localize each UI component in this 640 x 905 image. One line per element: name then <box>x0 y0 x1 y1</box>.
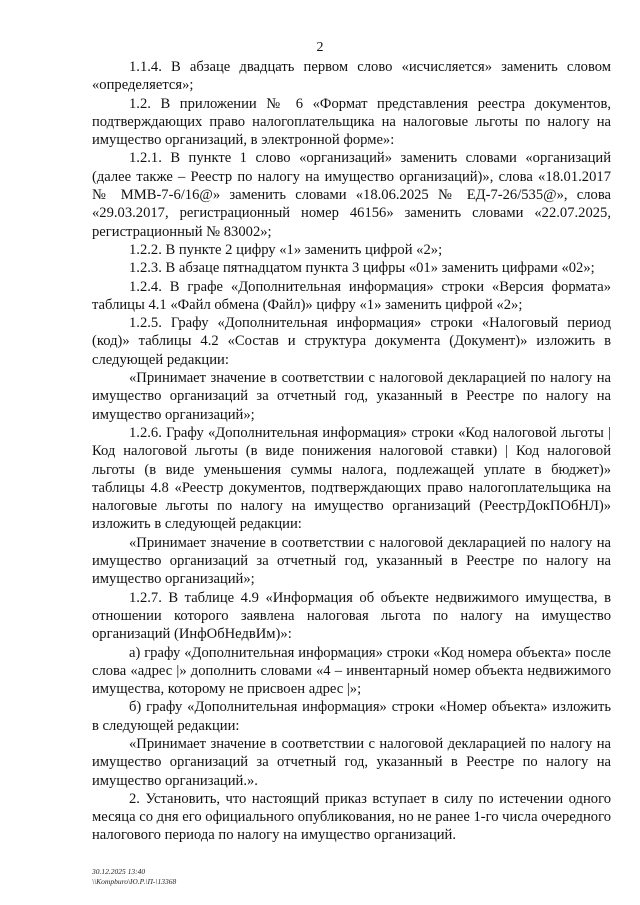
paragraph-1-2-5: 1.2.5. Графу «Дополнительная информация» строки «Налоговый период (код)» таблицы 4.2 «Состав и структура документа (Документ)» изложить в следующей редакции: <box>92 315 611 368</box>
paragraph-2: 2. Установить, что настоящий приказ вступает в силу по истечении одного месяца со дня его официального опубликования, но не ранее 1-го числа очередного налогового периода по налогу на имущество организаций. <box>92 790 611 844</box>
document-body <box>92 58 611 845</box>
paragraph-1-2: 1.2. В приложении № 6 «Формат представления реестра документов, подтверждающих право налогоплательщика на налоговые льготы по налогу на имущество организаций, в электронной форме»: <box>92 95 611 149</box>
footer-timestamp: 30.12.2025 13:40 <box>92 867 146 876</box>
quote-1-2-5: «Принимает значение в соответствии с налоговой декларацией по налогу на имущество организаций за отчетный год, указанный в Реестре по налогу на имущество организаций»; <box>92 370 611 423</box>
paragraph-1-2-1: 1.2.1. В пункте 1 слово «организаций» заменить словами «организаций (далее также – Реестр по налогу на имущество организаций)», слова «18.01.2017 № ММВ-7-6/16@» заменить словами «18.06.2025 № ЕД-7-26/535@», слова «29.03.2017, регистрационный номер 46156» заменить словами «22.07.2025, регистрационный № 83002»; <box>92 150 611 240</box>
document-footer <box>92 867 176 887</box>
quote-1-2-7-b: «Принимает значение в соответствии с налоговой декларацией по налогу на имущество организаций за отчетный год, указанный в Реестре по налогу на имущество организаций.». <box>92 735 611 789</box>
paragraph-1-1-4: 1.1.4. В абзаце двадцать первом слово «исчисляется» заменить словом «определяется»; <box>92 59 611 94</box>
paragraph-1-2-3: 1.2.3. В абзаце пятнадцатом пункта 3 цифры «01» заменить цифрами «02»; <box>129 260 595 277</box>
footer-file-path: \\Kompburo\Ю.Р.\П-\13368 <box>92 877 177 886</box>
quote-1-2-6: «Принимает значение в соответствии с налоговой декларацией по налогу на имущество организаций за отчетный год, указанный в Реестре по налогу на имущество организаций»; <box>92 534 611 588</box>
paragraph-1-2-7-b: б) графу «Дополнительная информация» строки «Номер объекта» изложить в следующей редакции: <box>92 699 611 734</box>
paragraph-1-2-2: 1.2.2. В пункте 2 цифру «1» заменить цифрой «2»; <box>129 241 443 258</box>
paragraph-1-2-7: 1.2.7. В таблице 4.9 «Информация об объекте недвижимого имущества, в отношении которого заявлена налоговая льгота по налогу на имущество организаций (ИнфОбНедвИм)»: <box>92 589 611 643</box>
paragraph-1-2-6: 1.2.6. Графу «Дополнительная информация» строки «Код налоговой льготы | Код налоговой льготы (в виде понижения налоговой ставки) | Код налоговой льготы (в виде уменьшения суммы налога, подлежащей уплате в бюджет)» таблицы 4.8 «Реестр документов, подтверждающих право налогоплательщика на налоговые льготы по налогу на имущество организаций (РеестрДокПОбНЛ)» изложить в следующей редакции: <box>92 424 611 533</box>
paragraph-1-2-4: 1.2.4. В графе «Дополнительная информация» строки «Версия формата» таблицы 4.1 «Файл обмена (Файл)» цифру «1» заменить цифрой «2»; <box>92 278 611 313</box>
page-number: 2 <box>316 40 324 55</box>
paragraph-1-2-7-a: а) графу «Дополнительная информация» строки «Код номера объекта» после слова «адрес |» дополнить словами «4 – инвентарный номер объекта недвижимого имущества, которому не присвоен адрес |»; <box>92 644 611 698</box>
